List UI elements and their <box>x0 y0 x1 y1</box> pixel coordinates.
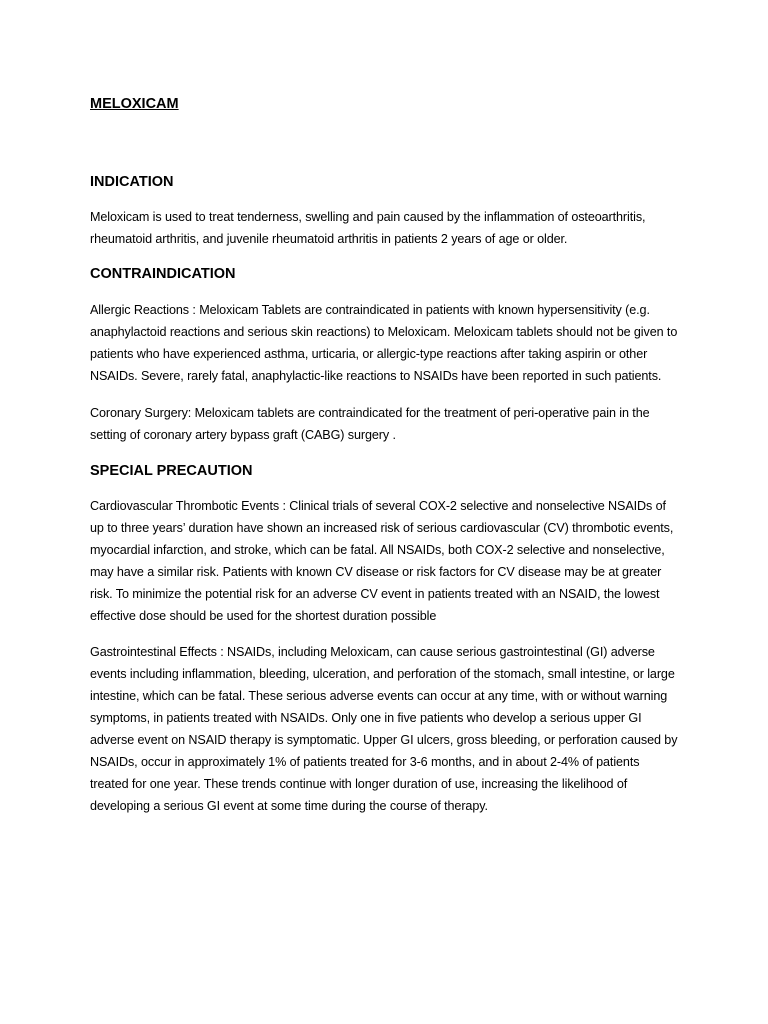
coronary-surgery-paragraph: Coronary Surgery: Meloxicam tablets are contraindicated for the treatment of peri-operative pain in the setting of coronary artery bypass graft (CABG) surgery . <box>90 406 650 442</box>
document-title: MELOXICAM <box>90 96 179 112</box>
special-precaution-heading: SPECIAL PRECAUTION <box>90 463 253 479</box>
contraindication-heading: CONTRAINDICATION <box>90 266 236 282</box>
gastrointestinal-effects-paragraph: Gastrointestinal Effects : NSAIDs, including Meloxicam, can cause serious gastrointestinal (GI) adverse events including inflammation, bleeding, ulceration, and perforation of the stomach, small intestine, or large intestine, which can be fatal. These serious adverse events can occur at any time, with or without warning symptoms, in patients treated with NSAIDs. Only one in five patients who develop a serious upper GI adverse event on NSAID therapy is symptomatic. Upper GI ulcers, gross bleeding, or perforation caused by NSAIDs, occur in approximately 1% of patients treated for 3-6 months, and in about 2-4% of patients treated for one year. These trends continue with longer duration of use, increasing the likelihood of developing a serious GI event at some time during the course of therapy. <box>90 645 678 813</box>
document-page <box>90 94 680 817</box>
indication-paragraph: Meloxicam is used to treat tenderness, swelling and pain caused by the inflammation of osteoarthritis, rheumatoid arthritis, and juvenile rheumatoid arthritis in patients 2 years of age or older. <box>90 210 646 246</box>
title-block <box>90 94 680 172</box>
indication-heading: INDICATION <box>90 174 174 190</box>
allergic-reactions-paragraph: Allergic Reactions : Meloxicam Tablets are contraindicated in patients with known hypersensitivity (e.g. anaphylactoid reactions and serious skin reactions) to Meloxicam. Meloxicam tablets should not be given to patients who have experienced asthma, urticaria, or allergic-type reactions after taking aspirin or other NSAIDs. Severe, rarely fatal, anaphylactic-like reactions to NSAIDs have been reported in such patients. <box>90 303 678 383</box>
cardiovascular-events-paragraph: Cardiovascular Thrombotic Events : Clinical trials of several COX-2 selective and nonselective NSAIDs of up to three years’ duration have shown an increased risk of serious cardiovascular (CV) thrombotic events, myocardial infarction, and stroke, which can be fatal. All NSAIDs, both COX-2 selective and nonselective, may have a similar risk. Patients with known CV disease or risk factors for CV disease may be at greater risk. To minimize the potential risk for an adverse CV event in patients treated with an NSAID, the lowest effective dose should be used for the shortest duration possible <box>90 499 674 623</box>
